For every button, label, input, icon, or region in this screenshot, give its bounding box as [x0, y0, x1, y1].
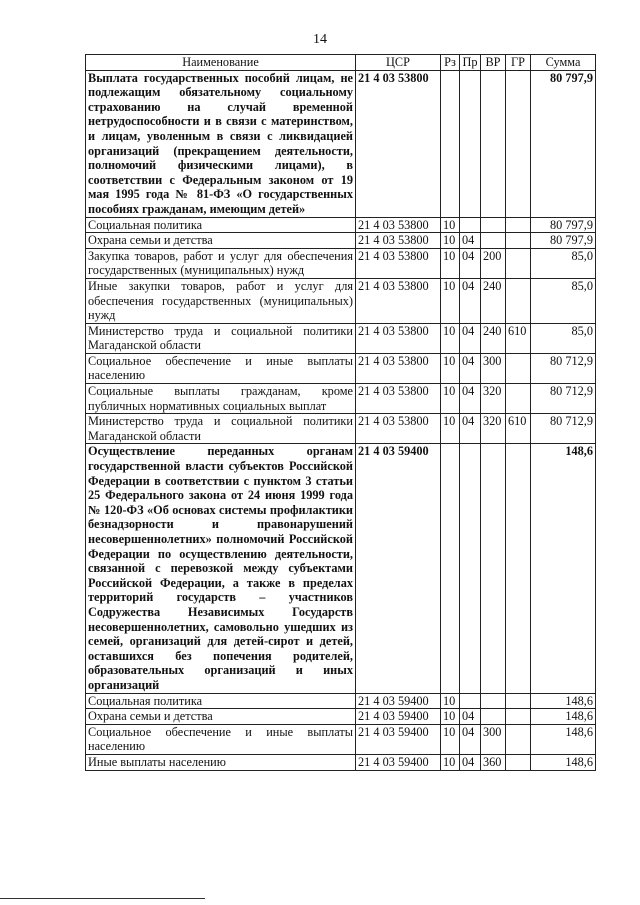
- table-row: [86, 444, 596, 693]
- row-name: Выплата государственных пособий лицам, не подлежащим обязательному социальному страхованию на случай временной нетрудоспособности и в связи с материнством, и лицам, уволенным в связи с ликвидацией организаций (прекращением деятельности, полномочий физическими лицами), в соответствии с Федеральным законом от 19 мая 1995 года № 81-ФЗ «О государственных пособиях гражданам, имеющим детей»: [86, 70, 356, 217]
- row-csr: 21 4 03 59400: [356, 754, 441, 770]
- row-pr: 04: [460, 384, 481, 414]
- row-sum: 85,0: [531, 248, 596, 278]
- row-vr: 300: [481, 353, 506, 383]
- row-sum: 80 797,9: [531, 70, 596, 217]
- row-csr: 21 4 03 53800: [356, 233, 441, 249]
- row-sum: 80 712,9: [531, 414, 596, 444]
- row-vr: 240: [481, 278, 506, 323]
- row-gr: [506, 233, 531, 249]
- table-row: [86, 278, 596, 323]
- row-name: Социальная политика: [86, 217, 356, 233]
- row-rz: 10: [441, 323, 460, 353]
- row-name: Социальное обеспечение и иные выплаты населению: [86, 724, 356, 754]
- footer-rule: [0, 898, 205, 899]
- row-gr: [506, 217, 531, 233]
- row-pr: 04: [460, 724, 481, 754]
- row-sum: 148,6: [531, 724, 596, 754]
- row-csr: 21 4 03 53800: [356, 217, 441, 233]
- table-row: [86, 217, 596, 233]
- row-rz: 10: [441, 233, 460, 249]
- table-row: [86, 323, 596, 353]
- row-name: Иные выплаты населению: [86, 754, 356, 770]
- table-header-row: [86, 55, 596, 71]
- table-row: [86, 414, 596, 444]
- row-gr: [506, 709, 531, 725]
- row-gr: [506, 278, 531, 323]
- row-pr: 04: [460, 754, 481, 770]
- row-csr: 21 4 03 53800: [356, 384, 441, 414]
- row-gr: [506, 384, 531, 414]
- row-gr: [506, 444, 531, 693]
- table-row: [86, 70, 596, 217]
- row-name: Осуществление переданных органам государственной власти субъектов Российской Федерации в соответствии с пунктом 3 статьи 25 Федерального закона от 24 июня 1999 года № 120-ФЗ «Об основах системы профилактики безнадзорности и правонарушений несовершеннолетних» полномочий Российской Федерации по осуществлению деятельности, связанной с перевозкой между субъектами Российской Федерации, а также в пределах территорий государств – участников Содружества Независимых Государств несовершеннолетних, самовольно ушедших из семей, организаций для детей-сирот и детей, оставшихся без попечения родителей, образовательных организаций и иных организаций: [86, 444, 356, 693]
- row-pr: 04: [460, 233, 481, 249]
- header-csr: ЦСР: [356, 55, 441, 71]
- row-gr: [506, 724, 531, 754]
- row-vr: 200: [481, 248, 506, 278]
- row-pr: 04: [460, 709, 481, 725]
- row-gr: [506, 248, 531, 278]
- row-rz: 10: [441, 217, 460, 233]
- row-pr: 04: [460, 278, 481, 323]
- row-rz: 10: [441, 724, 460, 754]
- row-csr: 21 4 03 53800: [356, 353, 441, 383]
- row-sum: 80 797,9: [531, 217, 596, 233]
- row-vr: 240: [481, 323, 506, 353]
- row-name: Иные закупки товаров, работ и услуг для обеспечения государственных (муниципальных) нужд: [86, 278, 356, 323]
- table-row: [86, 754, 596, 770]
- row-vr: [481, 217, 506, 233]
- row-csr: 21 4 03 53800: [356, 414, 441, 444]
- row-pr: [460, 444, 481, 693]
- table-row: [86, 384, 596, 414]
- row-gr: [506, 754, 531, 770]
- row-sum: 148,6: [531, 693, 596, 709]
- table-row: [86, 353, 596, 383]
- row-rz: 10: [441, 278, 460, 323]
- row-pr: [460, 70, 481, 217]
- row-rz: 10: [441, 754, 460, 770]
- row-vr: 320: [481, 414, 506, 444]
- row-gr: [506, 70, 531, 217]
- table-row: [86, 693, 596, 709]
- row-gr: [506, 353, 531, 383]
- row-rz: [441, 444, 460, 693]
- row-vr: 320: [481, 384, 506, 414]
- row-gr: 610: [506, 414, 531, 444]
- page-number: 14: [313, 32, 327, 47]
- row-sum: 85,0: [531, 278, 596, 323]
- row-sum: 148,6: [531, 709, 596, 725]
- row-name: Министерство труда и социальной политики Магаданской области: [86, 323, 356, 353]
- row-csr: 21 4 03 53800: [356, 248, 441, 278]
- row-csr: 21 4 03 59400: [356, 724, 441, 754]
- row-sum: 85,0: [531, 323, 596, 353]
- header-vr: ВР: [481, 55, 506, 71]
- row-name: Охрана семьи и детства: [86, 233, 356, 249]
- row-name: Закупка товаров, работ и услуг для обеспечения государственных (муниципальных) нужд: [86, 248, 356, 278]
- row-sum: 80 712,9: [531, 353, 596, 383]
- row-vr: [481, 233, 506, 249]
- row-csr: 21 4 03 53800: [356, 278, 441, 323]
- row-gr: 610: [506, 323, 531, 353]
- row-csr: 21 4 03 53800: [356, 70, 441, 217]
- row-csr: 21 4 03 59400: [356, 709, 441, 725]
- row-pr: 04: [460, 248, 481, 278]
- row-vr: 360: [481, 754, 506, 770]
- row-sum: 148,6: [531, 444, 596, 693]
- row-sum: 80 712,9: [531, 384, 596, 414]
- row-rz: 10: [441, 384, 460, 414]
- row-vr: [481, 444, 506, 693]
- header-name: Наименование: [86, 55, 356, 71]
- row-rz: 10: [441, 693, 460, 709]
- table-row: [86, 233, 596, 249]
- row-gr: [506, 693, 531, 709]
- row-csr: 21 4 03 59400: [356, 693, 441, 709]
- header-pr: Пр: [460, 55, 481, 71]
- row-name: Социальная политика: [86, 693, 356, 709]
- budget-table: [85, 54, 596, 771]
- row-vr: [481, 709, 506, 725]
- row-pr: 04: [460, 353, 481, 383]
- row-rz: 10: [441, 414, 460, 444]
- row-rz: 10: [441, 248, 460, 278]
- row-vr: [481, 70, 506, 217]
- row-name: Социальное обеспечение и иные выплаты населению: [86, 353, 356, 383]
- table-row: [86, 709, 596, 725]
- header-sum: Сумма: [531, 55, 596, 71]
- row-vr: [481, 693, 506, 709]
- row-pr: [460, 693, 481, 709]
- header-gr: ГР: [506, 55, 531, 71]
- row-name: Охрана семьи и детства: [86, 709, 356, 725]
- row-name: Социальные выплаты гражданам, кроме публичных нормативных социальных выплат: [86, 384, 356, 414]
- row-csr: 21 4 03 59400: [356, 444, 441, 693]
- row-csr: 21 4 03 53800: [356, 323, 441, 353]
- row-pr: [460, 217, 481, 233]
- table-row: [86, 724, 596, 754]
- row-rz: 10: [441, 709, 460, 725]
- row-rz: 10: [441, 353, 460, 383]
- table-row: [86, 248, 596, 278]
- header-rz: Рз: [441, 55, 460, 71]
- row-name: Министерство труда и социальной политики Магаданской области: [86, 414, 356, 444]
- row-vr: 300: [481, 724, 506, 754]
- row-sum: 80 797,9: [531, 233, 596, 249]
- row-pr: 04: [460, 414, 481, 444]
- row-sum: 148,6: [531, 754, 596, 770]
- row-pr: 04: [460, 323, 481, 353]
- row-rz: [441, 70, 460, 217]
